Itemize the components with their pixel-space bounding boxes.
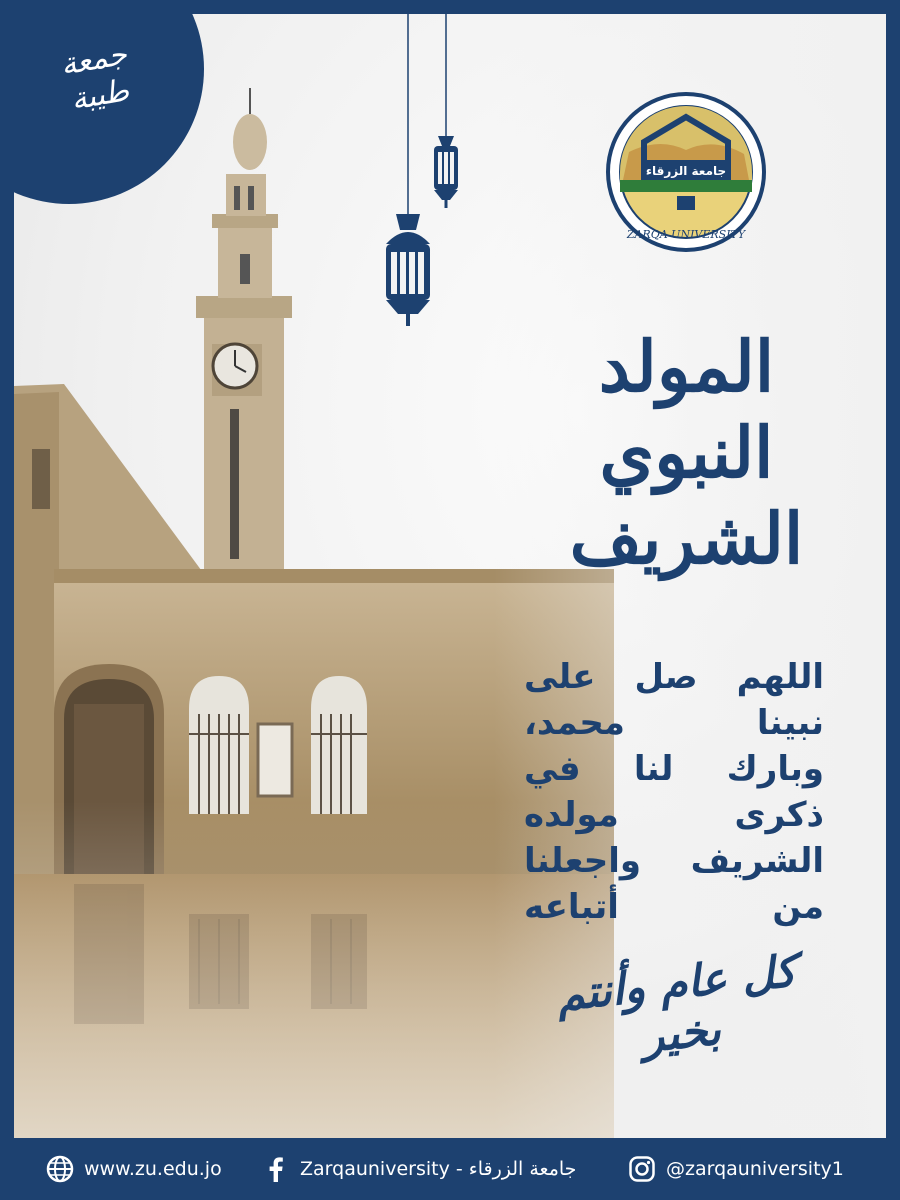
poster-title xyxy=(544,324,829,582)
footer-website[interactable] xyxy=(46,1138,222,1200)
globe-icon xyxy=(46,1155,74,1183)
prayer-line: من أتباعه xyxy=(524,887,824,927)
footer-instagram[interactable] xyxy=(628,1138,844,1200)
logo-english-name: ZARQA UNIVERSITY xyxy=(626,228,746,241)
title-line-1: المولد xyxy=(598,325,775,408)
prayer-line: نبينا محمد، xyxy=(524,703,824,743)
instagram-icon xyxy=(628,1155,656,1183)
prayer-line: اللهم صل على xyxy=(524,657,824,697)
footer-bar xyxy=(0,1138,900,1200)
footer-facebook[interactable] xyxy=(262,1138,576,1200)
prayer-line: وبارك لنا في xyxy=(524,749,824,789)
lantern-icon xyxy=(380,14,436,334)
poster-background xyxy=(14,14,886,1138)
facebook-icon xyxy=(262,1155,290,1183)
prayer-line: ذكرى مولده xyxy=(524,795,824,835)
zarqa-university-logo xyxy=(599,92,774,252)
instagram-text: @zarqauniversity1 xyxy=(666,1158,844,1180)
facebook-text: Zarqauniversity - جامعة الزرقاء xyxy=(300,1158,577,1180)
prayer-text xyxy=(524,654,824,930)
title-line-3: الشريف xyxy=(569,497,804,580)
prayer-line: الشريف واجعلنا xyxy=(524,841,824,881)
title-line-2: النبوي xyxy=(599,411,774,494)
logo-arabic-name: جامعة الزرقاء xyxy=(645,164,727,178)
website-text: www.zu.edu.jo xyxy=(84,1158,222,1180)
corner-badge-text: جمعة طيبة xyxy=(58,36,132,118)
greeting-calligraphy: كل عام وأنتم بخير xyxy=(554,945,799,1063)
